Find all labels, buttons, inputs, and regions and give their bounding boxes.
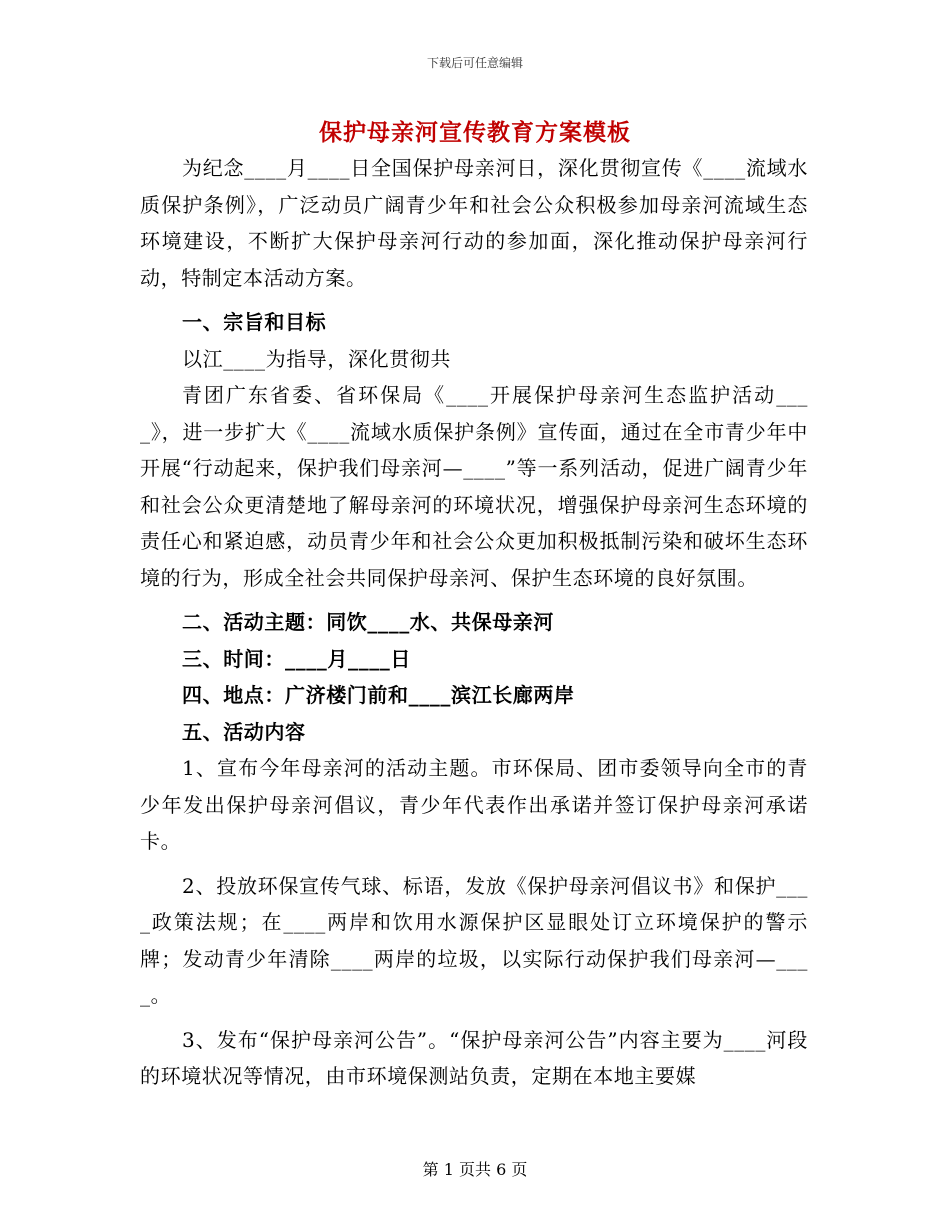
document-title: 保护母亲河宣传教育方案模板 <box>319 119 631 146</box>
header-note: 下载后可任意编辑 <box>426 56 523 70</box>
heading-location: 四、地点：广济楼门前和____滨江长廊两岸 <box>182 683 575 707</box>
heading-purpose: 一、宗旨和目标 <box>182 310 327 334</box>
document-body <box>140 150 808 1095</box>
heading-time: 三、时间：____月____日 <box>182 646 411 671</box>
paragraph-guidance: 以江____为指导，深化贯彻共 <box>182 346 451 371</box>
paragraph-intro: 为纪念____月____日全国保护母亲河日，深化贯彻宣传《____流域水质保护条例》，广泛动员广阔青少年和社会公众积极参加母亲河流域生态环境建设，不断扩大保护母亲河行动的参加面，深化推动保护母亲河行动，特制定本活动方案。 <box>140 156 808 290</box>
paragraph-item-2: 2、投放环保宣传气球、标语，发放《保护母亲河倡议书》和保护____政策法规；在____两岸和饮用水源保护区显眼处订立环境保护的警示牌；发动青少年清除____两岸的垃圾，以实际行动保护我们母亲河—____。 <box>140 873 808 1007</box>
heading-theme: 二、活动主题：同饮____水、共保母亲河 <box>182 610 554 634</box>
paragraph-item-1: 1、宣布今年母亲河的活动主题。市环保局、团市委领导向全市的青少年发出保护母亲河倡议，青少年代表作出承诺并签订保护母亲河承诺卡。 <box>140 756 808 853</box>
heading-content: 五、活动内容 <box>182 719 306 744</box>
paragraph-objectives: 青团广东省委、省环保局《____开展保护母亲河生态监护活动____》，进一步扩大《____流域水质保护条例》宣传面，通过在全市青少年中开展“行动起来，保护我们母亲河—____”等一系列活动，促进广阔青少年和社会公众更清楚地了解母亲河的环境状况，增强保护母亲河生态环境的责任心和紧迫感，动员青少年和社会公众更加积极抵制污染和破坏生态环境的行为，形成全社会共同保护母亲河、保护生态环境的良好氛围。 <box>140 383 808 590</box>
paragraph-item-3: 3、发布“保护母亲河公告”。“保护母亲河公告”内容主要为____河段的环境状况等情况，由市环境保测站负责，定期在本地主要媒 <box>140 1027 808 1088</box>
page-number: 第 1 页共 6 页 <box>422 1160 528 1179</box>
